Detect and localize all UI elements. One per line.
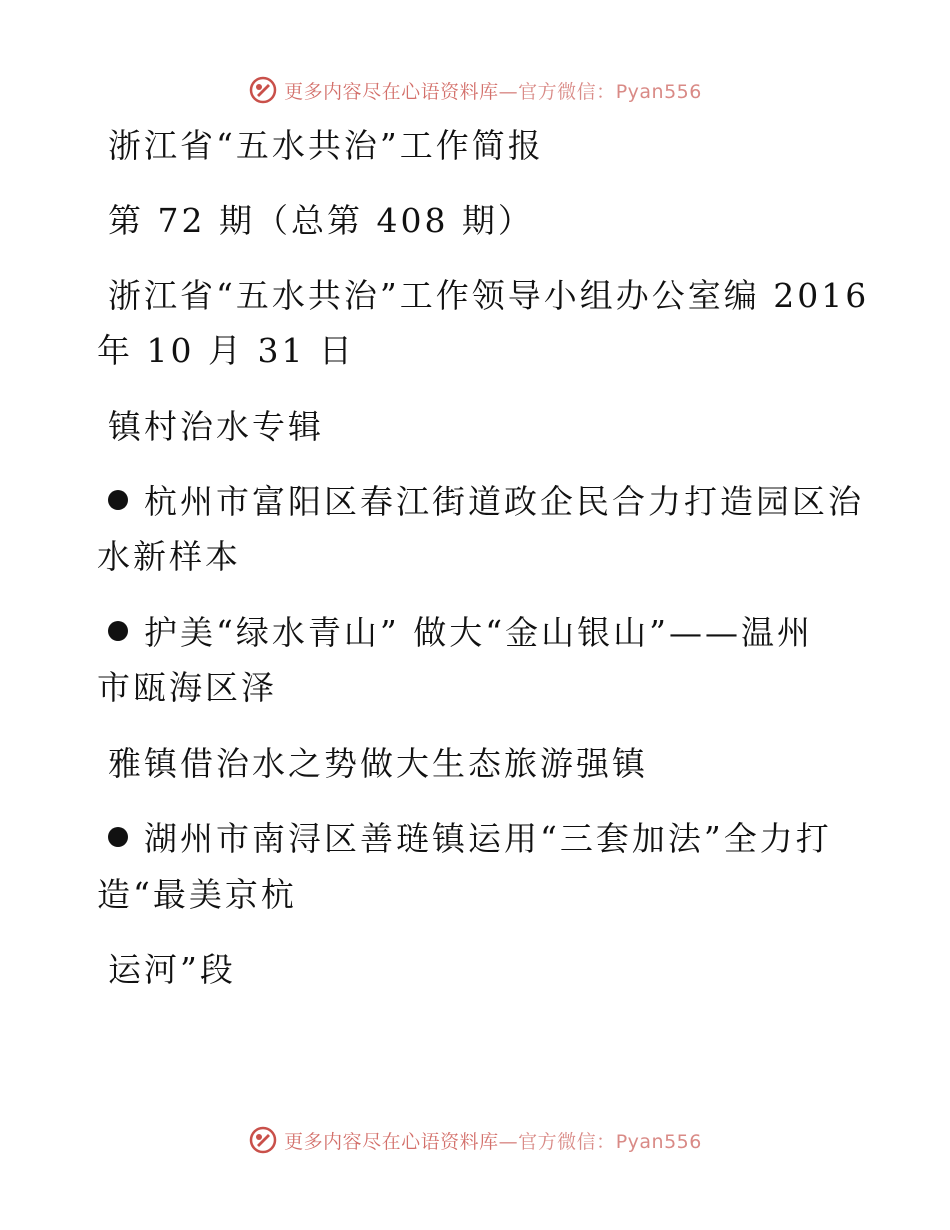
bullet-icon [108, 490, 128, 510]
editor-line-1: 浙江省“五水共治”工作领导小组办公室编 2016 [108, 276, 870, 315]
item-1-line-2: 水新样本 [97, 537, 241, 576]
watermark-separator: — [498, 80, 519, 103]
list-item [108, 482, 864, 522]
item-2-line-1: 护美“绿水青山” 做大“金山银山”——温州 [144, 613, 813, 652]
issue-number: 第 72 期（总第 408 期） [108, 201, 534, 240]
document-title: 浙江省“五水共治”工作简报 [108, 126, 544, 165]
item-2-line-3: 雅镇借治水之势做大生态旅游强镇 [108, 744, 648, 783]
watermark-account: Pyan556 [615, 80, 702, 103]
watermark-footer [0, 1120, 950, 1160]
item-3-line-2: 造“最美京杭 [97, 875, 297, 914]
bullet-icon [108, 827, 128, 847]
watermark-separator: — [498, 1130, 519, 1153]
watermark-text [284, 1127, 702, 1154]
editor-line-2: 年 10 月 31 日 [97, 331, 355, 370]
list-item [108, 613, 813, 653]
bullet-icon [108, 621, 128, 641]
watermark-brand: 更多内容尽在心语资料库 [284, 1130, 499, 1153]
item-2-line-2: 市瓯海区泽 [97, 668, 277, 707]
section-title: 镇村治水专辑 [108, 407, 324, 446]
item-3-line-1: 湖州市南浔区善琏镇运用“三套加法”全力打 [144, 819, 832, 858]
watermark-brand: 更多内容尽在心语资料库 [284, 80, 499, 103]
watermark-account: Pyan556 [615, 1130, 702, 1153]
item-3-line-3: 运河”段 [108, 950, 236, 989]
watermark-official: 官方微信： [518, 1130, 616, 1153]
watermark-official: 官方微信： [518, 80, 616, 103]
list-item [108, 819, 832, 859]
item-1-line-1: 杭州市富阳区春江街道政企民合力打造园区治 [144, 482, 864, 521]
library-logo-icon [248, 1125, 278, 1155]
